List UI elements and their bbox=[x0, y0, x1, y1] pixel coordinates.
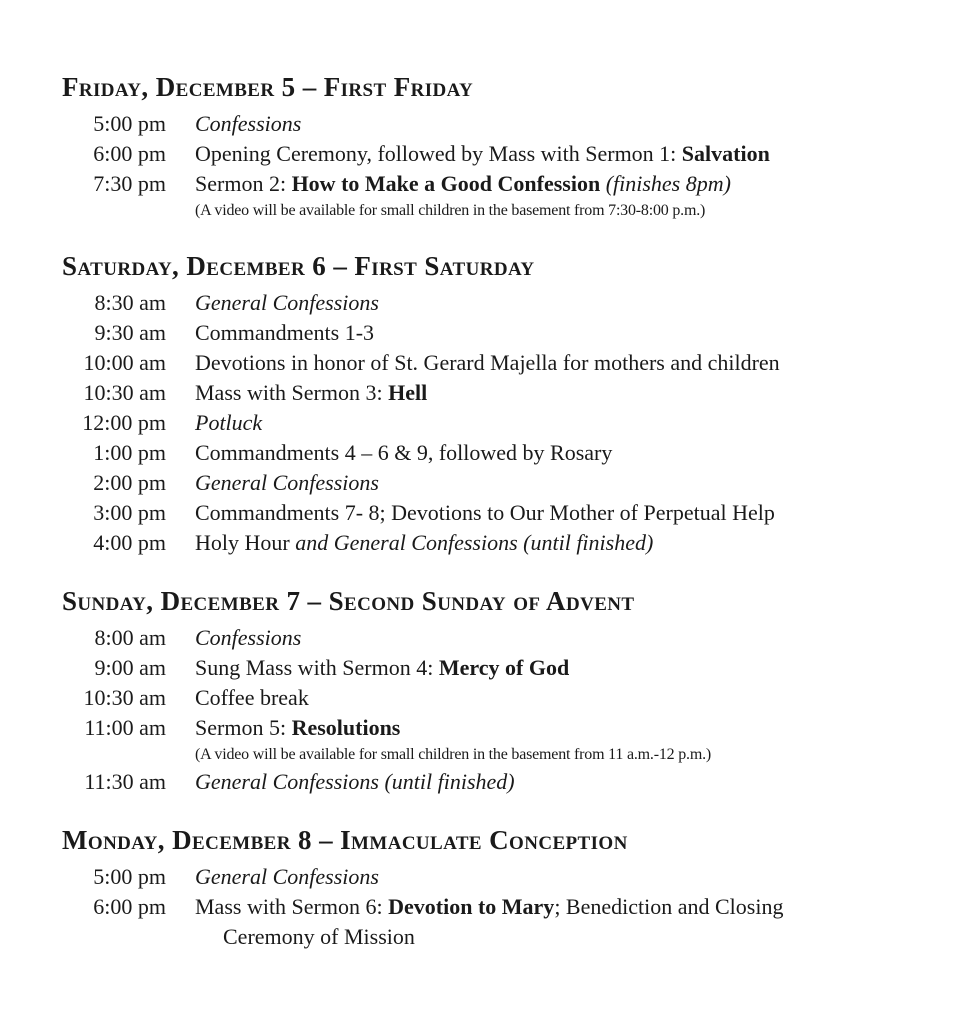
text-segment: Confessions bbox=[195, 111, 302, 136]
schedule-row bbox=[62, 528, 937, 558]
row-time: 2:00 pm bbox=[93, 470, 166, 495]
schedule-row bbox=[62, 713, 937, 767]
row-text bbox=[195, 623, 301, 653]
schedule-row bbox=[62, 892, 937, 952]
row-description bbox=[195, 408, 262, 438]
row-text bbox=[195, 288, 379, 318]
text-segment: Opening Ceremony, followed by Mass with Sermon 1: bbox=[195, 141, 682, 166]
schedule-row bbox=[62, 683, 937, 713]
row-text bbox=[195, 683, 309, 713]
schedule-section bbox=[62, 584, 937, 797]
text-segment: Devotions in honor of St. Gerard Majella for mothers and children bbox=[195, 350, 780, 375]
row-text bbox=[195, 109, 301, 139]
row-time: 8:30 am bbox=[94, 290, 166, 315]
text-segment: Sung Mass with Sermon 4: bbox=[195, 655, 439, 680]
row-text bbox=[195, 767, 515, 797]
row-time: 6:00 pm bbox=[93, 141, 166, 166]
text-segment: Holy Hour bbox=[195, 530, 296, 555]
text-segment: Potluck bbox=[195, 410, 263, 435]
row-time: 8:00 am bbox=[94, 625, 166, 650]
schedule-row bbox=[62, 862, 937, 892]
schedule-row bbox=[62, 318, 937, 348]
row-time: 1:00 pm bbox=[93, 440, 166, 465]
row-time: 12:00 pm bbox=[82, 410, 166, 435]
row-text bbox=[195, 713, 711, 743]
row-description bbox=[195, 653, 569, 683]
schedule-row bbox=[62, 408, 937, 438]
row-text bbox=[195, 862, 379, 892]
row-description bbox=[195, 318, 374, 348]
text-segment: Sermon 2: bbox=[195, 171, 292, 196]
row-note: (A video will be available for small children in the basement from 7:30-8:00 p.m.) bbox=[195, 202, 706, 219]
section-heading: Monday, December 8 – Immaculate Conception bbox=[62, 825, 628, 855]
row-continuation: Ceremony of Mission bbox=[223, 924, 415, 949]
text-segment: Coffee break bbox=[195, 685, 309, 710]
row-description bbox=[195, 623, 301, 653]
row-time: 3:00 pm bbox=[93, 500, 166, 525]
text-segment: Commandments 7- 8; Devotions to Our Mother of Perpetual Help bbox=[195, 500, 775, 525]
section-heading: Saturday, December 6 – First Saturday bbox=[62, 251, 535, 281]
row-time: 9:30 am bbox=[94, 320, 166, 345]
text-segment: Resolutions bbox=[291, 715, 401, 740]
schedule-row bbox=[62, 438, 937, 468]
text-segment: Confessions bbox=[195, 625, 302, 650]
schedule-row bbox=[62, 109, 937, 139]
schedule-row bbox=[62, 653, 937, 683]
schedule-row bbox=[62, 767, 937, 797]
row-time: 9:00 am bbox=[94, 655, 166, 680]
row-time: 6:00 pm bbox=[93, 894, 166, 919]
row-time: 11:30 am bbox=[84, 769, 166, 794]
text-segment: ; Benediction and Closing bbox=[554, 894, 784, 919]
row-text bbox=[195, 408, 262, 438]
schedule-row bbox=[62, 378, 937, 408]
row-text bbox=[195, 653, 569, 683]
row-note: (A video will be available for small children in the basement from 11 a.m.-12 p.m.) bbox=[195, 746, 711, 763]
row-text bbox=[195, 438, 612, 468]
text-segment: General Confessions bbox=[195, 470, 379, 495]
row-text bbox=[195, 378, 427, 408]
schedule-row bbox=[62, 498, 937, 528]
text-segment: Mercy of God bbox=[438, 655, 570, 680]
row-time: 10:00 am bbox=[83, 350, 166, 375]
row-description bbox=[195, 348, 780, 378]
text-segment: Commandments 1-3 bbox=[195, 320, 375, 345]
schedule-row bbox=[62, 468, 937, 498]
schedule-section bbox=[62, 70, 937, 223]
row-description bbox=[195, 109, 301, 139]
text-segment: Sermon 5: bbox=[195, 715, 292, 740]
row-text bbox=[195, 139, 770, 169]
row-description bbox=[195, 438, 612, 468]
text-segment: Mass with Sermon 6: bbox=[195, 894, 389, 919]
row-time: 10:30 am bbox=[83, 685, 166, 710]
row-description bbox=[195, 683, 309, 713]
row-description bbox=[195, 288, 379, 318]
row-description bbox=[195, 468, 379, 498]
text-segment: Devotion to Mary bbox=[388, 894, 555, 919]
text-segment: Mass with Sermon 3: bbox=[195, 380, 389, 405]
schedule-section bbox=[62, 249, 937, 558]
text-segment: How to Make a Good Confession bbox=[291, 171, 601, 196]
row-time: 11:00 am bbox=[84, 715, 166, 740]
text-segment: Commandments 4 – 6 & 9, followed by Rosary bbox=[195, 440, 613, 465]
row-description bbox=[195, 139, 770, 169]
row-description bbox=[195, 767, 515, 797]
row-time: 7:30 pm bbox=[93, 171, 166, 196]
row-text bbox=[195, 498, 775, 528]
section-heading: Sunday, December 7 – Second Sunday of Advent bbox=[62, 586, 635, 616]
row-description bbox=[195, 169, 731, 223]
schedule-row bbox=[62, 169, 937, 223]
row-time: 5:00 pm bbox=[93, 864, 166, 889]
row-description bbox=[195, 713, 711, 767]
text-segment: and General Confessions (until finished) bbox=[295, 530, 654, 555]
section-heading: Friday, December 5 – First Friday bbox=[62, 72, 474, 102]
row-description bbox=[195, 498, 775, 528]
row-text bbox=[195, 348, 780, 378]
row-text bbox=[195, 169, 731, 199]
schedule-row bbox=[62, 348, 937, 378]
text-segment: (finishes 8pm) bbox=[605, 171, 731, 196]
row-time: 10:30 am bbox=[83, 380, 166, 405]
row-text bbox=[195, 892, 783, 922]
text-segment: General Confessions bbox=[195, 864, 379, 889]
schedule-section bbox=[62, 823, 937, 952]
schedule-row bbox=[62, 288, 937, 318]
row-description bbox=[195, 378, 427, 408]
row-time: 4:00 pm bbox=[93, 530, 166, 555]
row-text bbox=[195, 528, 653, 558]
schedule-row bbox=[62, 139, 937, 169]
text-segment: General Confessions (until finished) bbox=[195, 769, 515, 794]
text-segment: Salvation bbox=[681, 141, 770, 166]
row-description bbox=[195, 862, 379, 892]
schedule-row bbox=[62, 623, 937, 653]
row-time: 5:00 pm bbox=[93, 111, 166, 136]
text-segment: Hell bbox=[388, 380, 428, 405]
row-text bbox=[195, 468, 379, 498]
row-text bbox=[195, 318, 374, 348]
row-description bbox=[195, 528, 653, 558]
row-description bbox=[195, 892, 783, 952]
text-segment: General Confessions bbox=[195, 290, 379, 315]
